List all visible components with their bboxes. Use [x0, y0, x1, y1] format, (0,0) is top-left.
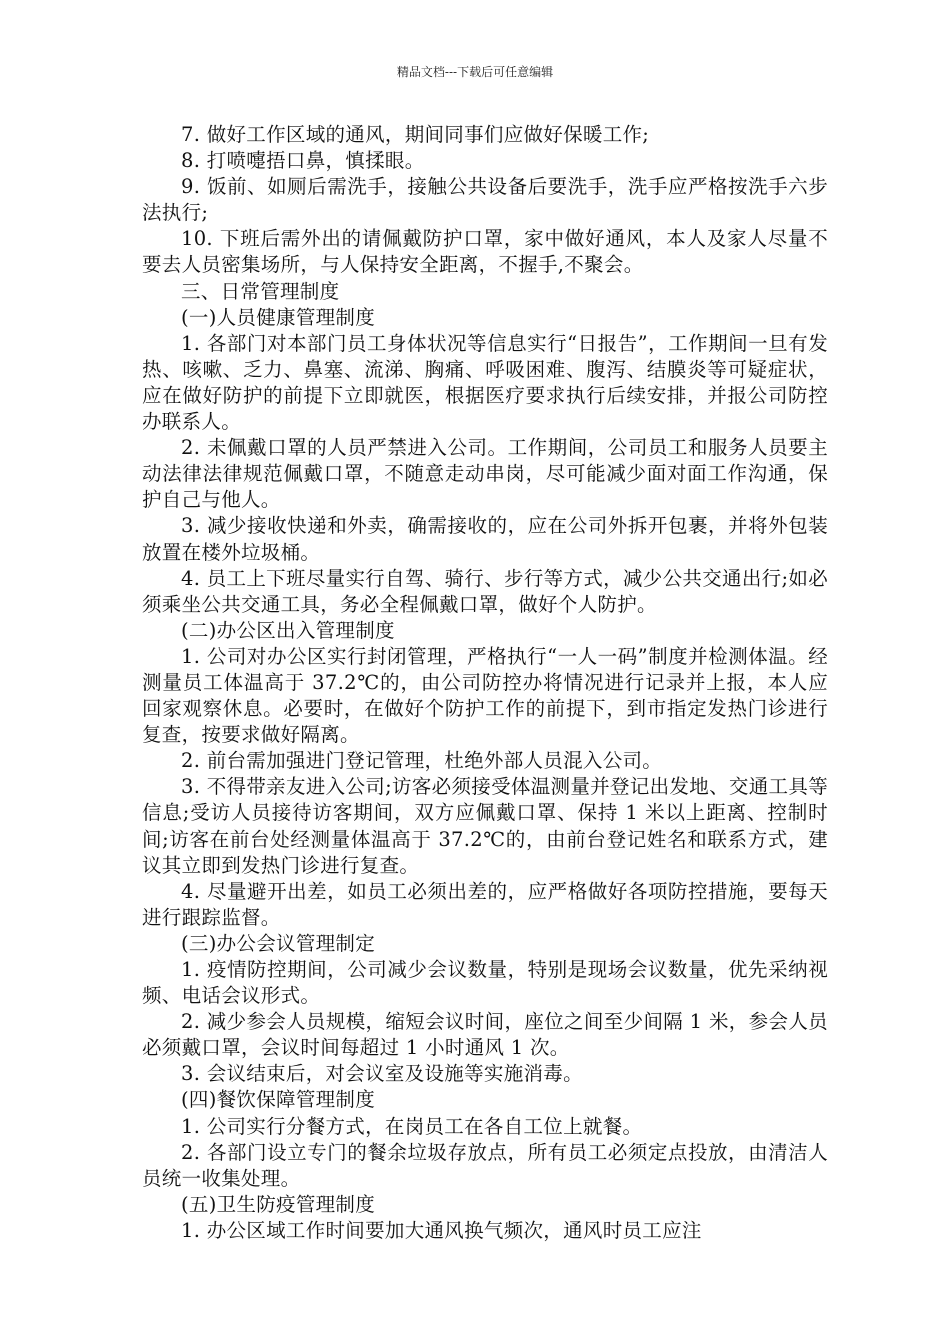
page-header: 精品文档---下载后可任意编辑: [396, 65, 554, 79]
body-paragraph: 9. 饭前、如厕后需洗手，接触公共设备后要洗手，洗手应严格按洗手六步法执行;: [142, 175, 828, 225]
body-paragraph: 3. 不得带亲友进入公司;访客必须接受体温测量并登记出发地、交通工具等信息;受访人员接待访客期间，双方应佩戴口罩、保持 1 米以上距离、控制时间;访客在前台处经测量体温高于 37.2℃的，由前台登记姓名和联系方式，建议其立即到发热门诊进行复查。: [142, 775, 828, 877]
document-body: [142, 122, 828, 1244]
body-paragraph: 2. 各部门设立专门的餐余垃圾存放点，所有员工必须定点投放，由清洁人员统一收集处理。: [142, 1140, 828, 1190]
body-paragraph: 7. 做好工作区域的通风，期间同事们应做好保暖工作;: [181, 123, 650, 146]
body-paragraph: 1. 疫情防控期间，公司减少会议数量，特别是现场会议数量，优先采纳视频、电话会议形式。: [142, 958, 828, 1008]
body-paragraph: 2. 前台需加强进门登记管理，杜绝外部人员混入公司。: [181, 749, 663, 773]
section-heading: 三、日常管理制度: [181, 279, 340, 303]
body-paragraph: 3. 减少接收快递和外卖，确需接收的，应在公司外拆开包裹，并将外包装放置在楼外垃圾桶。: [142, 514, 828, 564]
body-paragraph: 3. 会议结束后，对会议室及设施等实施消毒。: [181, 1062, 583, 1086]
section-heading: (三)办公会议管理制定: [181, 931, 376, 955]
body-paragraph: 1. 公司实行分餐方式，在岗员工在各自工位上就餐。: [181, 1114, 643, 1138]
body-paragraph: 2. 减少参会人员规模，缩短会议时间，座位之间至少间隔 1 米，参会人员必须戴口罩，会议时间每超过 1 小时通风 1 次。: [142, 1010, 828, 1060]
body-paragraph: 8. 打喷嚏捂口鼻，慎揉眼。: [181, 149, 425, 173]
body-paragraph: 10. 下班后需外出的请佩戴防护口罩，家中做好通风，本人及家人尽量不要去人员密集场所，与人保持安全距离，不握手,不聚会。: [142, 227, 828, 277]
section-heading: (五)卫生防疫管理制度: [181, 1192, 376, 1216]
body-paragraph: 2. 未佩戴口罩的人员严禁进入公司。工作期间，公司员工和服务人员要主动法律法律规范佩戴口罩，不随意走动串岗，尽可能减少面对面工作沟通，保护自己与他人。: [142, 436, 828, 512]
body-paragraph: 1. 公司对办公区实行封闭管理，严格执行“一人一码”制度并检测体温。经测量员工体温高于 37.2℃的，由公司防控办将情况进行记录并上报，本人应回家观察休息。必要时，在做好个防护工作的前提下，到市指定发热门诊进行复查，按要求做好隔离。: [142, 644, 828, 747]
section-heading: (二)办公区出入管理制度: [181, 618, 395, 642]
section-heading: (一)人员健康管理制度: [181, 305, 376, 329]
section-heading: (四)餐饮保障管理制度: [181, 1088, 376, 1112]
body-paragraph: 4. 尽量避开出差，如员工必须出差的，应严格做好各项防控措施，要每天进行跟踪监督。: [142, 879, 828, 929]
body-paragraph: 4. 员工上下班尽量实行自驾、骑行、步行等方式，减少公共交通出行;如必须乘坐公共交通工具，务必全程佩戴口罩，做好个人防护。: [142, 566, 828, 616]
body-paragraph: 1. 各部门对本部门员工身体状况等信息实行“日报告”，工作期间一旦有发热、咳嗽、乏力、鼻塞、流涕、胸痛、呼吸困难、腹泻、结膜炎等可疑症状，应在做好防护的前提下立即就医，根据医疗要求执行后续安排，并报公司防控办联系人。: [142, 331, 828, 434]
body-paragraph: 1. 办公区域工作时间要加大通风换气频次，通风时员工应注: [181, 1218, 702, 1242]
